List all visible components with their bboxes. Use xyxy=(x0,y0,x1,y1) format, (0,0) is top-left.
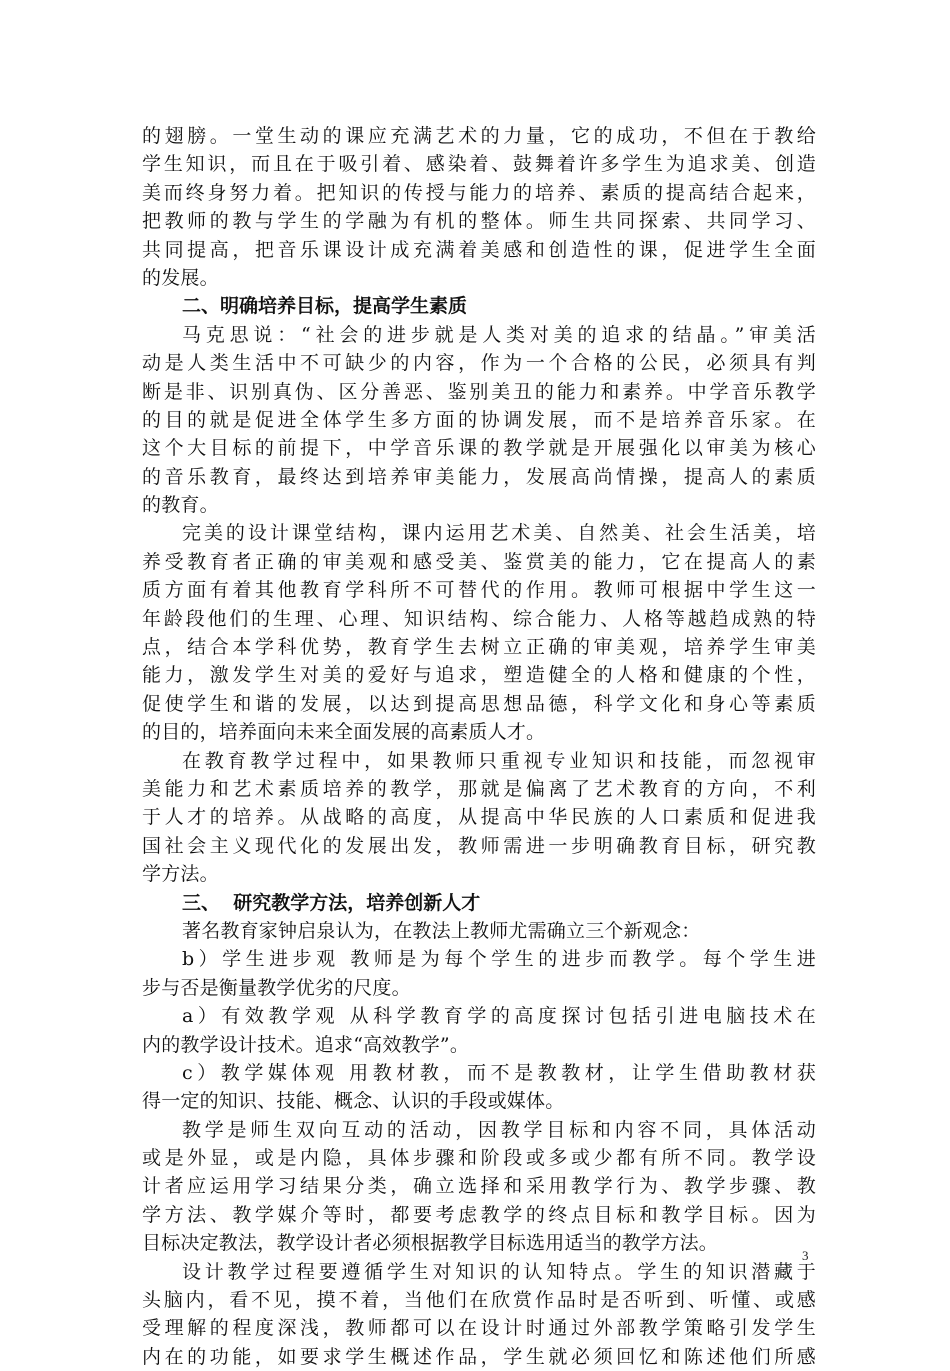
text-line: 于人才的培养。从战略的高度，从提高中华民族的人口素质和促进我 xyxy=(142,806,816,829)
text-line: 养受教育者正确的审美观和感受美、鉴赏美的能力，它在提高人的素 xyxy=(142,550,816,573)
text-line: 质方面有着其他教育学科所不可替代的作用。教师可根据中学生这一 xyxy=(142,579,816,602)
text-line: 在教育教学过程中，如果教师只重视专业知识和技能，而忽视审 xyxy=(182,749,816,772)
page-number: 3 xyxy=(802,1248,809,1263)
text-line: 得一定的知识、技能、概念、认识的手段或媒体。 xyxy=(142,1090,565,1113)
text-line: 这个大目标的前提下，中学音乐课的教学就是开展强化以审美为核心 xyxy=(142,437,816,460)
text-line: 设计教学过程要遵循学生对知识的认知特点。学生的知识潜藏于 xyxy=(182,1260,816,1283)
section-heading: 二、明确培养目标，提高学生素质 xyxy=(182,295,468,318)
text-line: 年龄段他们的生理、心理、知识结构、综合能力、人格等越趋成熟的特 xyxy=(142,607,816,630)
text-line: 学方法。 xyxy=(142,863,219,886)
paragraph xyxy=(142,1116,816,1258)
paragraph xyxy=(142,917,816,945)
text-line: 受理解的程度深浅，教师都可以在设计时通过外部教学策略引发学生 xyxy=(142,1317,816,1340)
text-line: 的目的就是促进全体学生多方面的协调发展，而不是培养音乐家。在 xyxy=(142,408,816,431)
text-line: 目标决定教法，教学设计者必须根据教学目标选用适当的教学方法。 xyxy=(142,1232,719,1255)
text-line: 美而终身努力着。把知识的传授与能力的培养、素质的提高结合起来， xyxy=(142,181,816,204)
paragraph xyxy=(142,519,816,746)
text-line: 的发展。 xyxy=(142,266,219,289)
text-line: 马克思说：“社会的进步就是人类对美的追求的结晶。”审美活 xyxy=(182,323,816,346)
paragraph xyxy=(142,1059,816,1116)
paragraph xyxy=(142,945,816,1002)
text-line: 的音乐教育，最终达到培养审美能力，发展高尚情操，提高人的素质 xyxy=(142,465,816,488)
text-line: 内在的功能，如要求学生概述作品，学生就必须回忆和陈述他们所感 xyxy=(142,1345,816,1368)
text-line: 完美的设计课堂结构，课内运用艺术美、自然美、社会生活美，培 xyxy=(182,522,816,545)
text-line: 头脑内，看不见，摸不着，当他们在欣赏作品时是否听到、听懂、或感 xyxy=(142,1289,816,1312)
text-line: 学生知识，而且在于吸引着、感染着、鼓舞着许多学生为追求美、创造 xyxy=(142,153,816,176)
body-text xyxy=(142,122,816,1371)
text-line: 步与否是衡量教学优劣的尺度。 xyxy=(142,976,411,999)
section-heading: 三、 研究教学方法，培养创新人才 xyxy=(182,891,481,914)
paragraph xyxy=(142,1258,816,1371)
text-line: 点，结合本学科优势，教育学生去树立正确的审美观，培养学生审美 xyxy=(142,636,816,659)
paragraph xyxy=(142,747,816,889)
text-line: 能力，激发学生对美的爱好与追求，塑造健全的人格和健康的个性， xyxy=(142,664,816,687)
text-line: 的教育。 xyxy=(142,494,219,517)
text-line: 教学是师生双向互动的活动，因教学目标和内容不同，具体活动 xyxy=(182,1118,816,1141)
text-line: 共同提高，把音乐课设计成充满着美感和创造性的课，促进学生全面 xyxy=(142,238,816,261)
paragraph xyxy=(142,1002,816,1059)
text-line: 学方法、教学媒介等时，都要考虑教学的终点目标和教学目标。因为 xyxy=(142,1203,816,1226)
text-line: b）学生进步观 教师是为每个学生的进步而教学。每个学生进 xyxy=(182,948,816,971)
text-line: 著名教育家钟启泉认为，在教法上教师尤需确立三个新观念： xyxy=(182,919,701,942)
paragraph xyxy=(142,321,816,520)
text-line: 断是非、识别真伪、区分善恶、鉴别美丑的能力和素养。中学音乐教学 xyxy=(142,380,816,403)
text-line: 促使学生和谐的发展，以达到提高思想品德，科学文化和身心等素质 xyxy=(142,692,816,715)
text-line: 计者应运用学习结果分类，确立选择和采用教学行为、教学步骤、教 xyxy=(142,1175,816,1198)
text-line: 国社会主义现代化的发展出发，教师需进一步明确教育目标，研究教 xyxy=(142,834,816,857)
text-line: 的翅膀。一堂生动的课应充满艺术的力量，它的成功，不但在于教给 xyxy=(142,125,816,147)
text-line: 动是人类生活中不可缺少的内容，作为一个合格的公民，必须具有判 xyxy=(142,352,816,375)
text-line: a）有效教学观 从科学教育学的高度探讨包括引进电脑技术在 xyxy=(182,1005,816,1028)
text-line: 的目的，培养面向未来全面发展的高素质人才。 xyxy=(142,721,546,744)
text-line: 把教师的教与学生的学融为有机的整体。师生共同探索、共同学习、 xyxy=(142,210,816,233)
text-line: c）教学媒体观 用教材教，而不是教教材，让学生借助教材获 xyxy=(182,1061,816,1084)
text-line: 或是外显，或是内隐，具体步骤和阶段或多或少都有所不同。教学设 xyxy=(142,1147,816,1170)
paragraph xyxy=(142,122,816,292)
text-line: 内的教学设计技术。追求“高效教学”。 xyxy=(142,1033,470,1056)
text-line: 美能力和艺术素质培养的教学，那就是偏离了艺术教育的方向，不利 xyxy=(142,777,816,800)
